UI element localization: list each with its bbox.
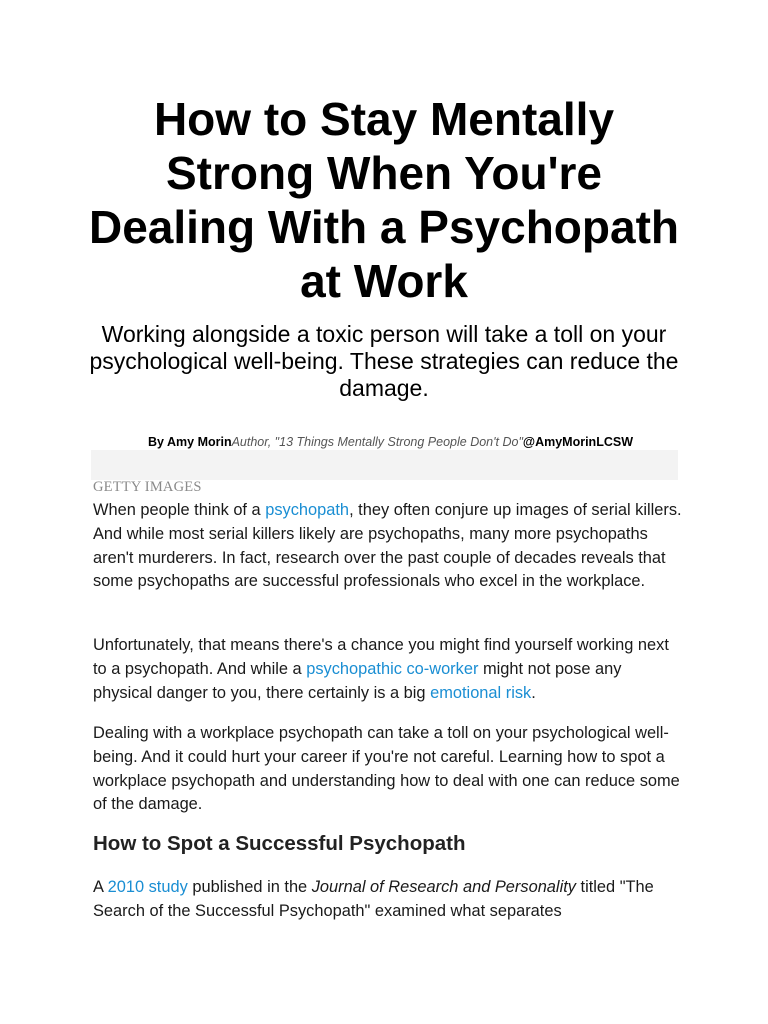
byline-prefix: By: [148, 435, 167, 449]
byline: [148, 434, 708, 450]
article-subtitle: Working alongside a toxic person will take a toll on your psychological well-being. These strategies can reduce the damage.: [89, 321, 679, 401]
section-heading: How to Spot a Successful Psychopath: [93, 832, 466, 855]
paragraph-4-text-middle: published in the: [187, 878, 312, 896]
paragraph-4-text-end: titled "The Search of the Successful Psychopath" examined what separates: [93, 878, 654, 920]
paragraph-1-text-end: , they often conjure up images of serial killers. And while most serial killers likely are psychopaths, many more psychopaths aren't murderers. In fact, research over the past couple of decades reveals that some psychopaths are successful professionals who excel in the workplace.: [93, 501, 682, 591]
paragraph-1: [93, 499, 683, 594]
author-role: Author, "13 Things Mentally Strong People Don't Do": [231, 435, 523, 449]
psychopath-link[interactable]: psychopath: [265, 501, 350, 519]
paragraph-2: [93, 634, 683, 705]
paragraph-1-text-start: When people think of a: [93, 501, 266, 519]
paragraph-2-text-start: Unfortunately, that means there's a chance you might find yourself working next to a psychopath. And while a: [93, 636, 669, 678]
paragraph-3: Dealing with a workplace psychopath can take a toll on your psychological well-being. And it could hurt your career if you're not careful. Learning how to spot a workplace psychopath and understanding how to deal with one can reduce some of the damage.: [93, 724, 680, 814]
psychopathic-coworker-link[interactable]: psychopathic co-worker: [306, 659, 479, 678]
paragraph-4-text-start: A: [93, 878, 108, 896]
emotional-risk-link[interactable]: emotional risk: [430, 683, 532, 702]
author-handle: @AmyMorinLCSW: [522, 435, 633, 449]
study-link[interactable]: 2010 study: [107, 878, 188, 896]
author-name: Amy Morin: [167, 435, 232, 449]
hero-image: [91, 450, 678, 480]
image-credit: GETTY IMAGES: [93, 479, 202, 495]
journal-name: Journal of Research and Personality: [311, 878, 576, 896]
paragraph-2-text-end: .: [531, 683, 536, 702]
article-title: How to Stay Mentally Strong When You're Dealing With a Psychopath at Work: [88, 93, 679, 307]
paragraph-2-text-middle: might not pose any physical danger to you, there certainly is a big: [93, 659, 622, 702]
paragraph-4: [93, 876, 683, 924]
